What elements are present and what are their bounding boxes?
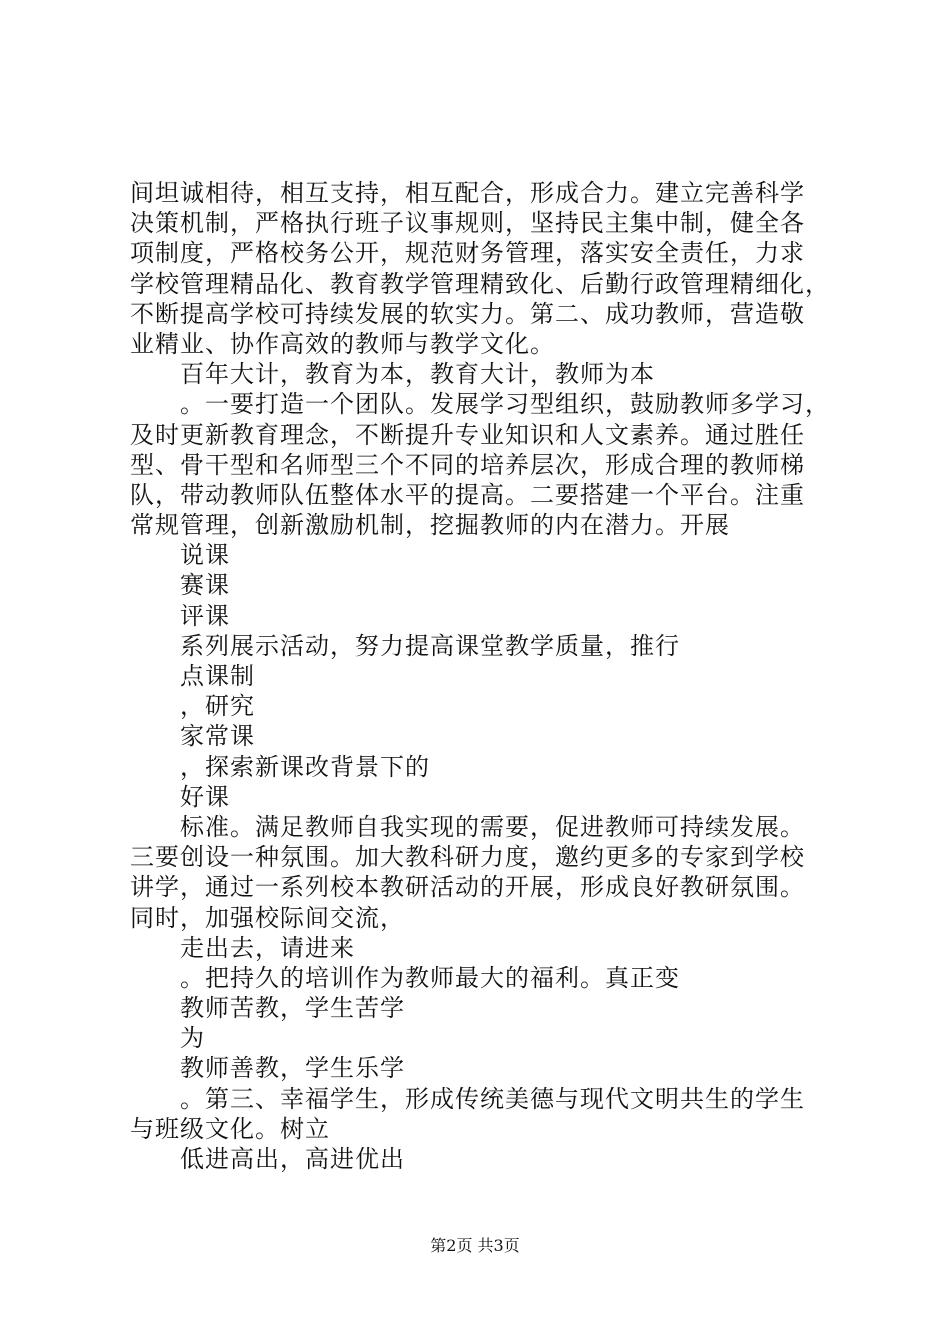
document-body <box>130 178 830 1174</box>
text-line: 家常课 <box>180 722 255 751</box>
text-line: 。第三、幸福学生，形成传统美德与现代文明共生的学生 <box>180 1084 805 1113</box>
text-line: 教师善教，学生乐学 <box>180 1054 405 1083</box>
text-line: 。把持久的培训作为教师最大的福利。真正变 <box>180 963 680 992</box>
text-line: ，探索新课改背景下的 <box>180 752 430 781</box>
text-line: ，研究 <box>180 692 255 721</box>
text-line: 不断提高学校可持续发展的软实力。第二、成功教师，营造敬 <box>130 299 805 328</box>
text-line: 项制度，严格校务公开，规范财务管理，落实安全责任，力求 <box>130 239 805 268</box>
text-line: 为 <box>180 1024 205 1053</box>
text-line: 评课 <box>180 601 230 630</box>
text-line: 低进高出，高进优出 <box>180 1145 405 1173</box>
page-number: 第2页 <box>430 1236 473 1255</box>
text-line: 赛课 <box>180 571 230 600</box>
text-line: 。一要打造一个团队。发展学习型组织，鼓励教师多学习， <box>180 390 830 419</box>
text-line: 型、骨干型和名师型三个不同的培养层次，形成合理的教师梯 <box>130 450 805 479</box>
text-line: 标准。满足教师自我实现的需要，促进教师可持续发展。 <box>180 812 805 841</box>
text-line: 百年大计，教育为本，教育大计，教师为本 <box>180 360 655 389</box>
text-line: 学校管理精品化、教育教学管理精致化、后勤行政管理精细化， <box>130 269 830 298</box>
text-line: 及时更新教育理念，不断提升专业知识和人文素养。通过胜任 <box>130 420 805 449</box>
text-line: 队，带动教师队伍整体水平的提高。二要搭建一个平台。注重 <box>130 480 805 509</box>
text-line: 三要创设一种氛围。加大教科研力度，邀约更多的专家到学校 <box>130 843 805 872</box>
page-footer <box>0 1236 950 1256</box>
text-line: 间坦诚相待，相互支持，相互配合，形成合力。建立完善科学 <box>130 179 805 207</box>
text-line: 点课制 <box>180 662 255 690</box>
text-line: 常规管理，创新激励机制，挖掘教师的内在潜力。开展 <box>130 511 730 540</box>
page-total: 共3页 <box>477 1236 520 1255</box>
text-line: 决策机制，严格执行班子议事规则，坚持民主集中制，健全各 <box>130 209 805 238</box>
text-line: 业精业、协作高效的教师与教学文化。 <box>130 329 555 358</box>
text-line: 系列展示活动，努力提高课堂教学质量，推行 <box>180 631 680 660</box>
text-line: 与班级文化。树立 <box>130 1114 330 1143</box>
text-line: 走出去，请进来 <box>180 933 355 962</box>
text-line: 好课 <box>180 782 230 811</box>
text-line: 同时，加强校际间交流， <box>130 903 405 932</box>
text-line: 说课 <box>180 541 230 570</box>
text-line: 教师苦教，学生苦学 <box>180 994 405 1023</box>
text-line: 讲学，通过一系列校本教研活动的开展，形成良好教研氛围。 <box>130 873 805 902</box>
